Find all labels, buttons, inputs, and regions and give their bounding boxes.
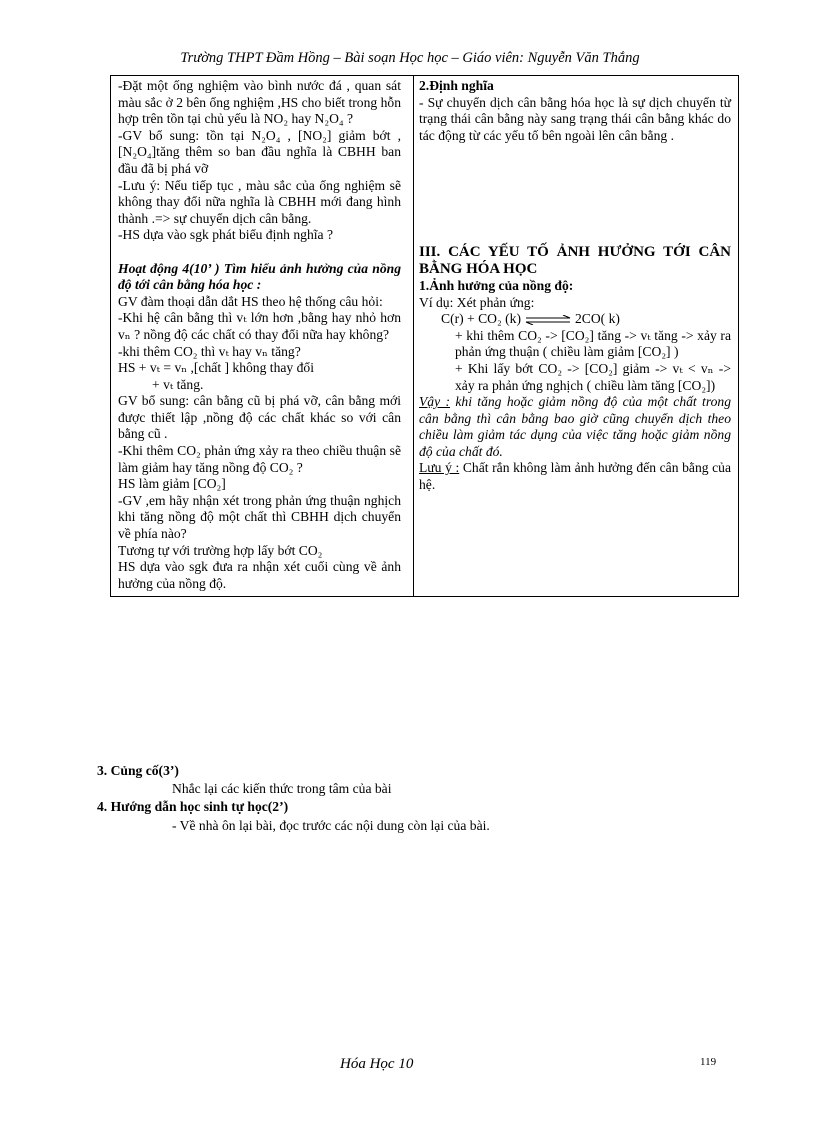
conclusion [419,394,731,460]
reaction-right: 2CO( k) [574,311,620,327]
text-block: HS + vₜ = vₙ ,[chất ] không thay đổi [118,360,314,376]
text-block: -Đặt một ống nghiệm vào bình nước đá , quan sát màu sắc ở 2 bên ống nghiệm ,HS cho biết trong hỗn hợp trên tồn tại chủ yếu là NO₂ hay N₂O₄ ? [118,78,401,127]
text-block: HS làm giảm [CO₂] [118,476,226,492]
conclusion-text: khi tăng hoặc giảm nồng độ của một chất trong cân bằng thì cân bằng bao giờ cũng chuyển dịch theo chiều làm giảm tác dụng của việc tăng hoặc giảm nồng độ của chất đó. [419,394,731,459]
section-3-text: Nhắc lại các kiến thức trong tâm của bài [172,781,392,796]
text-block: -HS dựa vào sgk phát biểu định nghĩa ? [118,227,334,243]
page-number: 119 [700,1056,717,1068]
text-block: + vₜ tăng. [152,376,204,392]
note [419,460,731,493]
page-header: Trường THPT Đầm Hồng – Bài soạn Học học – Giáo viên: Nguyễn Văn Thắng [180,50,640,66]
lesson-content-cell [414,76,739,597]
section-4-text: - Về nhà ôn lại bài, đọc trước các nội dung còn lại của bài. [172,818,490,833]
equilibrium-arrows-icon [525,315,571,325]
conclusion-label: Vậy : [419,394,451,410]
text-block: GV bổ sung: cân bằng cũ bị phá vỡ, cân bằng mới được thiết lập ,nồng độ các chất khác so với cân bằng cũ . [118,393,401,442]
text-block: -GV ,em hãy nhận xét trong phản ứng thuận nghịch khi tăng nồng độ một chất thì CBHH dịch chuyển về phía nào? [118,492,401,542]
note-text: Chất rắn không làm ảnh hưởng đến cân bằng của hệ. [419,460,732,493]
text-block: HS dựa vào sgk đưa ra nhận xét cuối cùng về ảnh hưởng của nồng độ. [118,559,401,591]
section-4-title: 4. Hướng dẫn học sinh tự học(2’) [97,799,289,814]
definition-title: 2.Định nghĩa [419,78,494,93]
definition-text: - Sự chuyển dịch cân bằng hóa học là sự dịch chuyển từ trạng thái cân bằng này sang trạng thái cân bằng khác do tác động từ các yếu tố bên ngoài lên cân bằng . [419,94,731,143]
lesson-table [110,75,739,597]
example-label: Ví dụ: Xét phản ứng: [419,294,535,310]
section-3-title: 3. Củng cố(3’) [97,763,179,778]
case-add-co2: + khi thêm CO₂ -> [CO₂] tăng -> vₜ tăng -> xảy ra phản ứng thuận ( chiều làm giảm [CO₂] ) [455,327,731,360]
section-title: III. CÁC YẾU TỐ ẢNH HƯỞNG TỚI CÂN BẰNG HÓA HỌC [419,243,731,277]
text-block: -GV bổ sung: tồn tại N₂O₄ , [NO₂] giảm bớt , [N₂O₄]tăng thêm so ban đầu nghĩa là CBHH ban đầu đã bị phá vỡ [118,127,401,176]
text-block: -Khi thêm CO₂ phản ứng xảy ra theo chiều thuận sẽ làm giảm hay tăng nồng độ CO₂ ? [118,443,401,475]
table-row [111,76,739,597]
text-block: GV đàm thoại dẫn dắt HS theo hệ thống câu hỏi: [118,293,383,309]
text-block: -Khi hệ cân bằng thì vₜ lớn hơn ,bằng hay nhỏ hơn vₙ ? nồng độ các chất có thay đổi nữa hay không? [118,310,401,342]
note-label: Lưu ý : [419,460,460,476]
activity-4-title: Hoạt động 4(10’ ) Tìm hiểu ảnh hưởng của nồng độ tới cân bằng hóa học : [118,260,401,293]
case-remove-co2: + Khi lấy bớt CO₂ -> [CO₂] giảm -> vₜ < vₙ -> xảy ra phản ứng nghịch ( chiều làm tăng [CO₂]) [455,360,731,393]
page-footer: Hóa Học 10 [340,1056,414,1072]
subsection-title: 1.Ảnh hưởng của nồng độ: [419,277,574,293]
text-block: -Lưu ý: Nếu tiếp tục , màu sắc của ống nghiệm sẽ không thay đổi nữa nghĩa là CBHH mới đang hình thành .=> sự chuyển dịch cân bằng. [118,177,401,226]
text-block: Tương tự với trường hợp lấy bớt CO₂ [118,542,323,558]
reaction-left: C(r) + CO₂ (k) [441,311,521,327]
text-block: -khi thêm CO₂ thì vₜ hay vₙ tăng? [118,343,301,359]
teacher-student-activities-cell [111,76,414,597]
reaction-equation [419,311,731,328]
